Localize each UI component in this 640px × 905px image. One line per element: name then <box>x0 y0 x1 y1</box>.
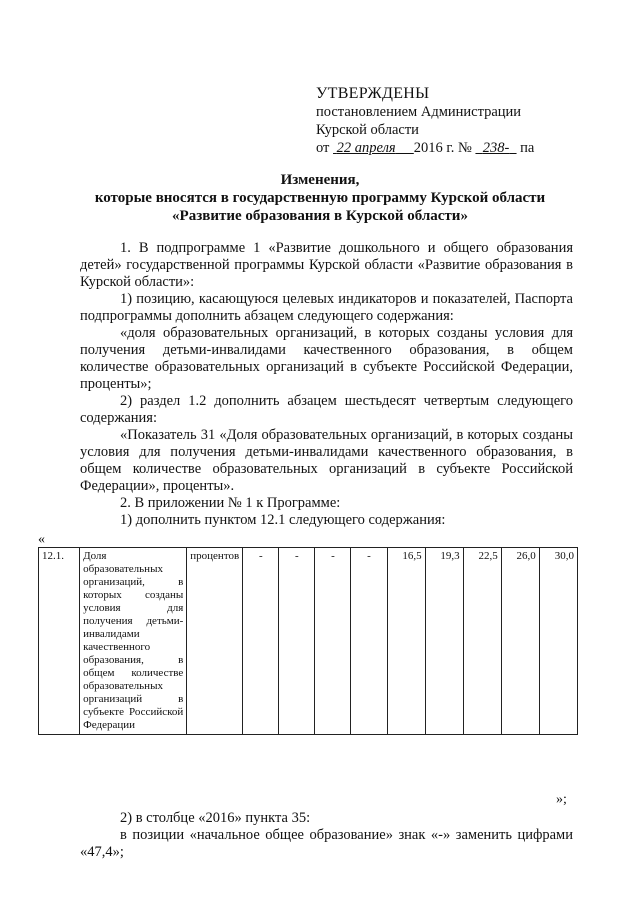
table-row <box>39 548 578 735</box>
title-line-1: Изменения, <box>280 172 360 188</box>
title-line-3: «Развитие образования в Курской области» <box>172 208 468 224</box>
paragraph-2: 1) позицию, касающуюся целевых индикаторов и показателей, Паспорта подпрограммы дополнить абзацем следующего содержания: <box>80 291 573 324</box>
approval-issuer: постановлением Администрации <box>316 104 522 120</box>
approval-heading: УТВЕРЖДЕНЫ <box>316 85 430 102</box>
paragraph-9: в позиции «начальное общее образование» знак «-» заменить цифрами «47,4»; <box>80 827 573 860</box>
value-cell: 16,5 <box>387 548 425 735</box>
indicator-name: Доля образовательных организаций, в которых созданы условия для получения детьми-инвалидами качественного образования, в общем количестве образовательных организаций в субъекте Российской Федерации <box>80 548 187 735</box>
value-cell: 19,3 <box>425 548 463 735</box>
approval-date-line <box>316 139 534 157</box>
unit-cell: процентов <box>187 548 243 735</box>
value-cell: 30,0 <box>539 548 577 735</box>
number-suffix: па <box>520 140 535 156</box>
row-number: 12.1. <box>39 548 80 735</box>
document-title <box>60 171 580 225</box>
approval-region: Курской области <box>316 122 419 138</box>
year-text: 2016 г. № <box>413 140 472 156</box>
value-cell: - <box>243 548 279 735</box>
table-open-quote: « <box>38 532 45 547</box>
paragraph-3: «доля образовательных организаций, в которых созданы условия для получения детьми-инвалидами качественного образования, в общем количестве образовательных организаций в субъекте Российской Федерации, проценты»; <box>80 325 573 392</box>
document-number: 238- <box>482 140 510 156</box>
paragraph-1: 1. В подпрограмме 1 «Развитие дошкольного и общего образования детей» государственной программы Курской области «Развитие образования в Курской области»: <box>80 240 573 290</box>
value-cell: - <box>351 548 387 735</box>
value-cell: - <box>315 548 351 735</box>
indicator-table <box>38 547 578 735</box>
body-text-lower <box>80 810 573 861</box>
date-value: 22 апреля <box>336 140 396 156</box>
value-cell: - <box>279 548 315 735</box>
approval-block <box>316 85 534 157</box>
body-text-upper <box>80 240 573 529</box>
value-cell: 26,0 <box>501 548 539 735</box>
paragraph-7: 1) дополнить пунктом 12.1 следующего содержания: <box>120 512 446 528</box>
paragraph-5: «Показатель 31 «Доля образовательных организаций, в которых созданы условия для получения детьми-инвалидами качественного образования, в общем количестве образовательных организаций в субъекте Российской Федерации», проценты». <box>80 427 573 494</box>
paragraph-8: 2) в столбце «2016» пункта 35: <box>120 810 311 826</box>
value-cell: 22,5 <box>463 548 501 735</box>
date-prefix: от <box>316 140 330 156</box>
paragraph-4: 2) раздел 1.2 дополнить абзацем шестьдесят четвертым следующего содержания: <box>80 393 573 426</box>
title-line-2: которые вносятся в государственную программу Курской области <box>94 190 546 206</box>
table-close-quote: »; <box>556 792 567 807</box>
paragraph-6: 2. В приложении № 1 к Программе: <box>120 495 341 511</box>
